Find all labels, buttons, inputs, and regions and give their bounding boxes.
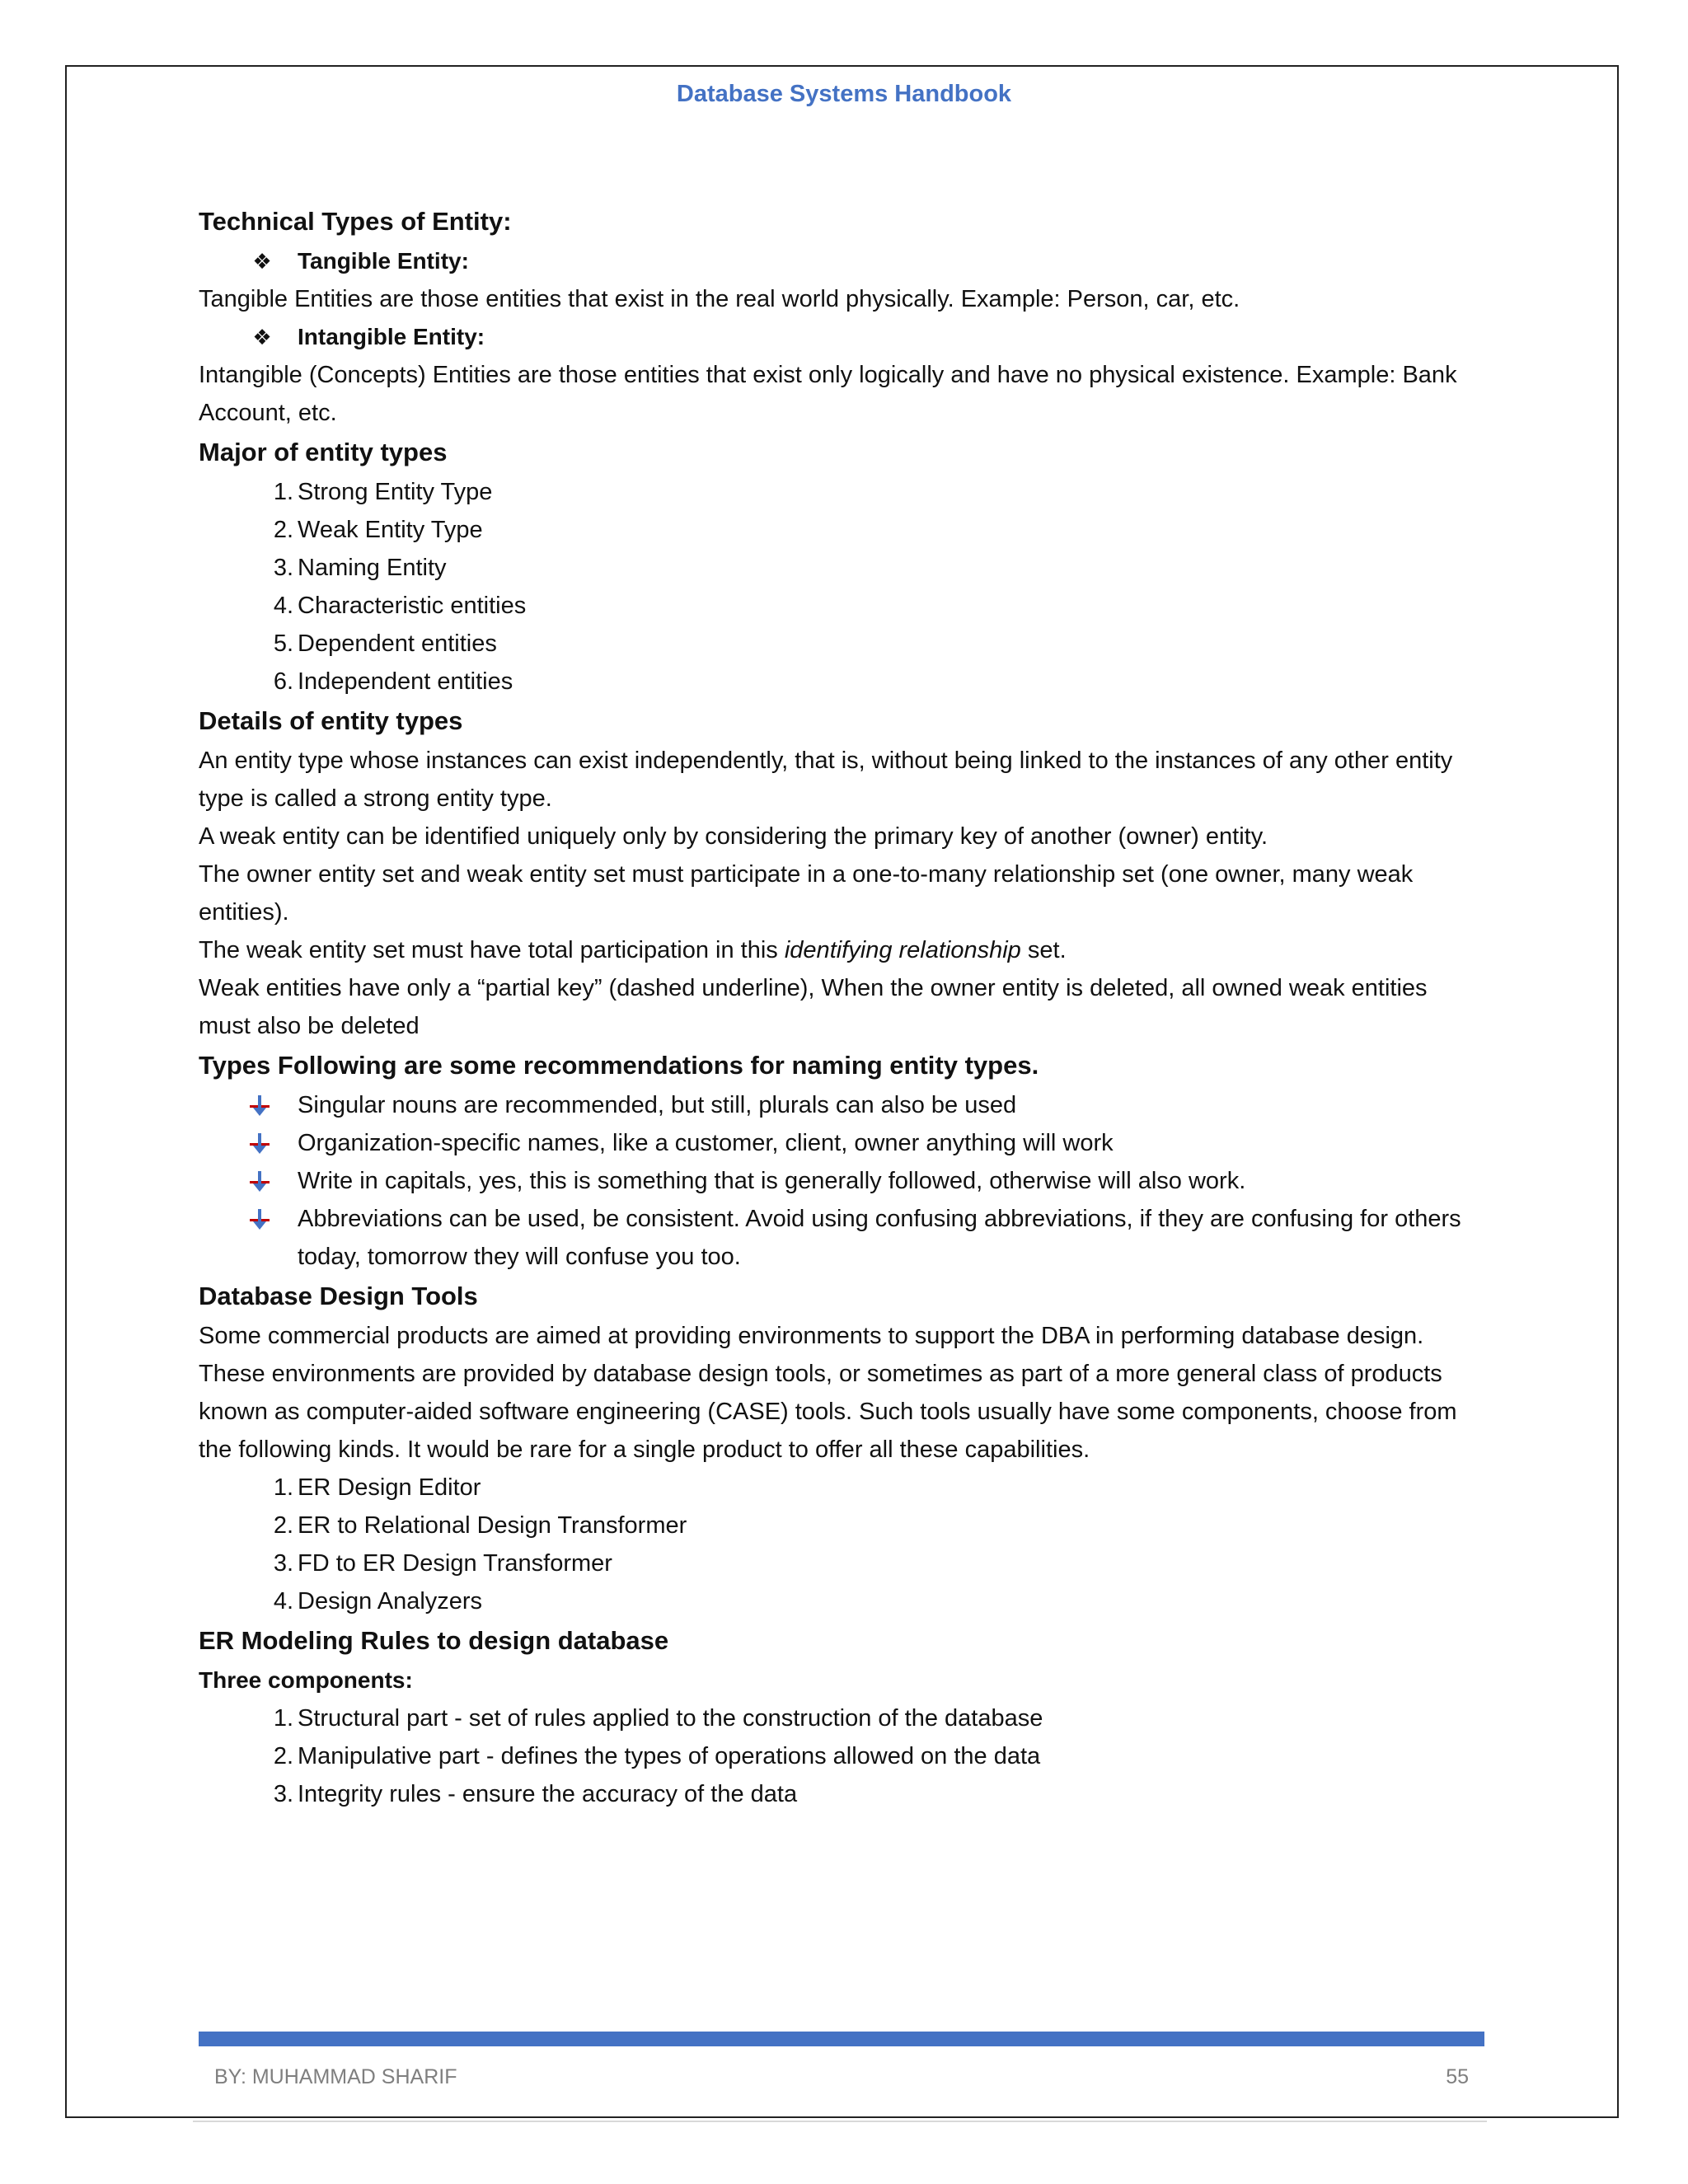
paragraph-partial-key: Weak entities have only a “partial key” (dashed underline), When the owner entity is deleted, all owned weak entities must also be deleted [199, 975, 1428, 1039]
section-heading-technical: Technical Types of Entity: [199, 207, 512, 236]
subheading-three-components: Three components: [199, 1667, 413, 1693]
diamond-bullet-icon: ❖ [252, 249, 272, 274]
list-item: Abbreviations can be used, be consistent. Avoid using confusing abbreviations, if they are confusing for others today, tomorrow they will confuse you too. [199, 1200, 1484, 1276]
subheading-intangible: ❖ Intangible Entity: [199, 318, 1484, 356]
footer-author: BY: MUHAMMAD SHARIF [214, 2065, 457, 2088]
down-arrow-bullet-icon [248, 1095, 271, 1117]
list-item: 5. Dependent entities [273, 630, 497, 657]
list-design-tools [199, 1469, 1484, 1620]
list-item: Organization-specific names, like a customer, client, owner anything will work [199, 1124, 1484, 1162]
section-heading-details: Details of entity types [199, 706, 463, 735]
paragraph-intangible: Intangible (Concepts) Entities are those entities that exist only logically and have no physical existence. Example: Bank Account, etc. [199, 362, 1457, 426]
list-item: 4. Design Analyzers [273, 1588, 483, 1615]
list-item: 2. Weak Entity Type [273, 517, 483, 543]
list-item: Singular nouns are recommended, but still, plurals can also be used [199, 1086, 1484, 1124]
document-body [199, 201, 1484, 1813]
section-heading-tools: Database Design Tools [199, 1282, 478, 1310]
list-item: 6. Independent entities [273, 668, 513, 695]
list-item: 2. Manipulative part - defines the types of operations allowed on the data [273, 1743, 1041, 1769]
down-arrow-bullet-icon [248, 1209, 271, 1230]
list-item: 1. ER Design Editor [273, 1474, 481, 1501]
paragraph-tools: Some commercial products are aimed at providing environments to support the DBA in performing database design. These environments are provided by database design tools, or sometimes as part of a more general class of products known as computer-aided software engineering (CASE) tools. Such tools usually have some components, choose from the following kinds. It would be rare for a single product to offer all these capabilities. [199, 1323, 1457, 1463]
list-major-entity-types [199, 473, 1484, 701]
divider [193, 2121, 1487, 2122]
diamond-bullet-icon: ❖ [252, 325, 272, 349]
list-item: 3. FD to ER Design Transformer [273, 1550, 612, 1577]
down-arrow-bullet-icon [248, 1133, 271, 1155]
down-arrow-bullet-icon [248, 1171, 271, 1193]
list-item: 3. Naming Entity [273, 555, 447, 581]
list-item: 2. ER to Relational Design Transformer [273, 1512, 687, 1539]
paragraph-strong-entity: An entity type whose instances can exist independently, that is, without being linked to the instances of any other entity type is called a strong entity type. [199, 748, 1453, 812]
list-item: 1. Structural part - set of rules applied to the construction of the database [273, 1705, 1043, 1732]
section-heading-naming: Types Following are some recommendations for naming entity types. [199, 1051, 1039, 1080]
list-item: Write in capitals, yes, this is something that is generally followed, otherwise will also work. [199, 1162, 1484, 1200]
paragraph-tangible: Tangible Entities are those entities that exist in the real world physically. Example: Person, car, etc. [199, 286, 1240, 312]
page-number: 55 [1446, 2065, 1469, 2088]
list-item: 4. Characteristic entities [273, 593, 527, 619]
list-naming-recommendations [199, 1086, 1484, 1276]
subheading-tangible: ❖ Tangible Entity: [199, 242, 1484, 280]
list-item: 1. Strong Entity Type [273, 479, 493, 505]
paragraph-total-participation: The weak entity set must have total participation in this identifying relationship set. [199, 937, 1067, 963]
paragraph-weak-entity: A weak entity can be identified uniquely only by considering the primary key of another (owner) entity. [199, 823, 1268, 850]
list-item: 3. Integrity rules - ensure the accuracy of the data [273, 1781, 798, 1807]
section-heading-rules: ER Modeling Rules to design database [199, 1626, 669, 1655]
footer-accent-bar [199, 2032, 1484, 2046]
section-heading-major: Major of entity types [199, 438, 448, 466]
page-header-title: Database Systems Handbook [676, 81, 1012, 107]
list-rules-components [199, 1699, 1484, 1813]
paragraph-owner-entity: The owner entity set and weak entity set must participate in a one-to-many relationship set (one owner, many weak entities). [199, 861, 1414, 926]
